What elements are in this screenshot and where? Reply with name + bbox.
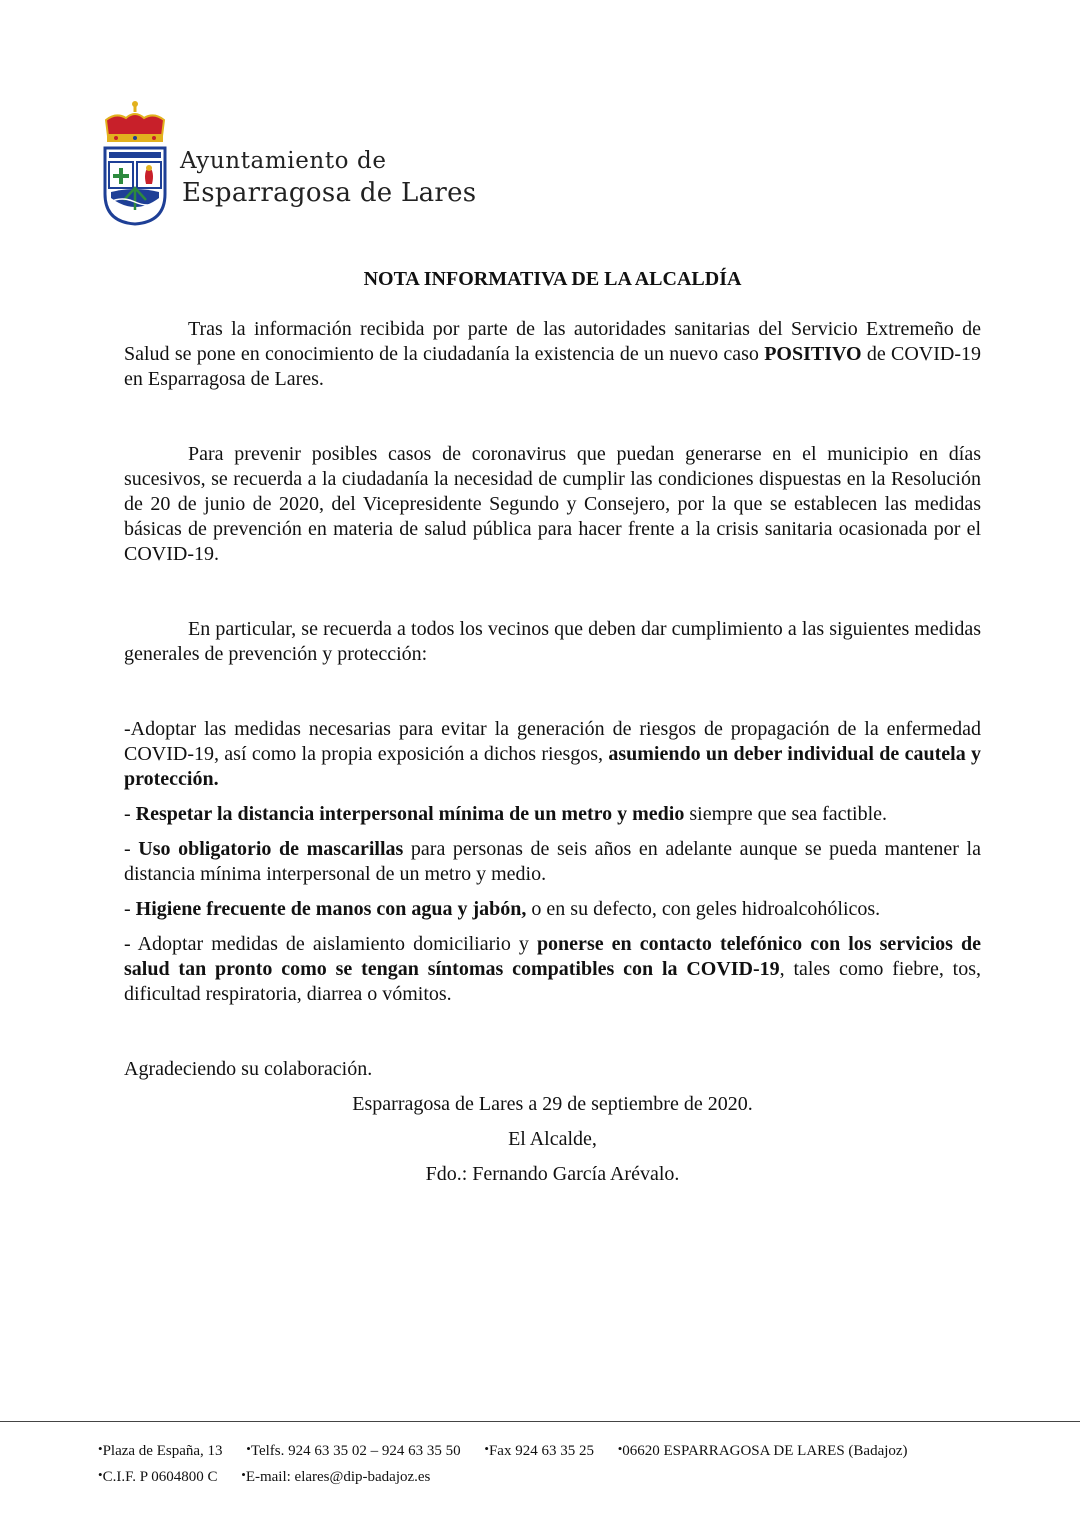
measure-item: [124, 837, 981, 887]
footer-phones: • Telfs. 924 63 35 02 – 924 63 35 50: [246, 1443, 460, 1459]
document-title: NOTA INFORMATIVA DE LA ALCALDÍA: [363, 268, 742, 290]
text-run: o en su defecto, con geles hidroalcohólicos.: [526, 898, 881, 920]
footer-cif: • C.I.F. P 0604800 C: [98, 1469, 218, 1485]
text-run: - Adoptar medidas de aislamiento domiciliario y: [124, 933, 537, 955]
text-run: para personas de seis años en adelante aunque se pueda mantener la distancia mínima interpersonal de un metro y medio.: [124, 838, 981, 885]
text-run: -: [124, 838, 139, 860]
org-name-line2: Esparragosa de Lares: [182, 178, 477, 208]
measure-item: [124, 897, 981, 922]
footer-email: • E-mail: elares@dip-badajoz.es: [241, 1469, 430, 1485]
bold-text-run: asumiendo un deber individual de cautela y protección.: [124, 743, 982, 790]
text-run: -Adoptar las medidas necesarias para evitar la generación de riesgos de propagación de la enfermedad COVID-19, así como la propia exposición a dichos riesgos,: [124, 718, 981, 765]
paragraph-case-report: [124, 317, 981, 392]
paragraph-prevention: Para prevenir posibles casos de coronavirus que puedan generarse en el municipio en días sucesivos, se recuerda a la ciudadanía la necesidad de cumplir las condiciones dispuestas en la Resolución de 20 de junio de 2020, del Vicepresidente Segundo y Consejero, por la que se establecen las medidas básicas de prevención en materia de salud pública para hacer frente a la crisis sanitaria ocasionada por el COVID-19.: [124, 443, 981, 565]
measure-item: [124, 932, 981, 1007]
measure-item: [124, 802, 981, 827]
paragraph-measures-intro: En particular, se recuerda a todos los vecinos que deben dar cumplimiento a las siguientes medidas generales de prevención y protección:: [124, 618, 981, 665]
place-date: Esparragosa de Lares a 29 de septiembre de 2020.: [352, 1093, 753, 1115]
text-run: Tras la información recibida por parte de las autoridades sanitarias del Servicio Extremeño de Salud se pone en conocimiento de la ciudadanía la existencia de un nuevo caso: [124, 318, 981, 365]
text-run: , tales como fiebre, tos, dificultad respiratoria, diarrea o vómitos.: [124, 958, 981, 1005]
footer-fax: • Fax 924 63 35 25: [484, 1443, 594, 1459]
bold-text-run: Uso obligatorio de mascarillas: [138, 838, 404, 860]
bold-text-run: Higiene frecuente de manos con agua y jabón,: [135, 898, 527, 920]
bold-text-run: ponerse en contacto telefónico con los servicios de salud tan pronto como se tengan síntomas compatibles con la COVID-19: [124, 933, 981, 980]
signatory-role: El Alcalde,: [508, 1128, 597, 1150]
org-name-line1: Ayuntamiento de: [180, 148, 387, 174]
letterhead: [102, 98, 477, 228]
footer-row: [98, 1437, 998, 1463]
signature-line: Fdo.: Fernando García Arévalo.: [425, 1163, 680, 1185]
closing-line: Agradeciendo su colaboración.: [124, 1058, 373, 1080]
footer-address: • Plaza de España, 13: [98, 1443, 223, 1459]
text-run: -: [124, 803, 136, 825]
text-run: siempre que sea factible.: [684, 803, 888, 825]
footer: [98, 1437, 998, 1489]
bold-text-run: Respetar la distancia interpersonal mínima de un metro y medio: [135, 803, 685, 825]
footer-divider: [0, 1421, 1080, 1422]
coat-of-arms-icon: [102, 98, 168, 226]
measure-item: [124, 717, 981, 792]
document-body: [124, 317, 981, 1187]
text-run: -: [124, 898, 136, 920]
footer-postal: • 06620 ESPARRAGOSA DE LARES (Badajoz): [618, 1443, 908, 1459]
text-run: de COVID-19 en Esparragosa de Lares.: [124, 343, 981, 390]
bold-text-run: POSITIVO: [764, 343, 862, 365]
footer-row: [98, 1463, 998, 1489]
